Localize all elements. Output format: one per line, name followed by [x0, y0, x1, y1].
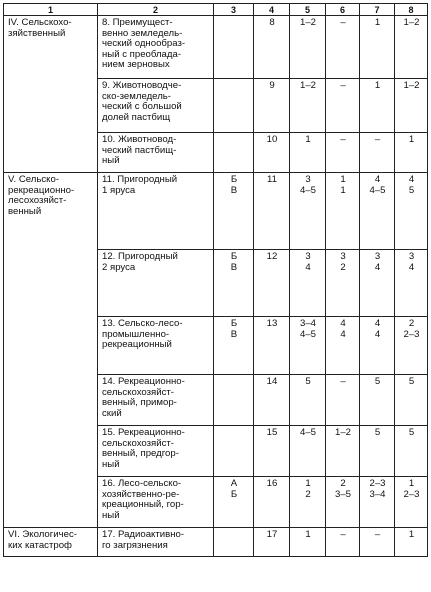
column-header: 6	[326, 4, 360, 16]
cell-col8: 2 2–3	[395, 317, 428, 375]
cell-col4: 14	[254, 375, 290, 426]
zoning-table	[3, 3, 428, 557]
cell-col7: 5	[360, 375, 395, 426]
group-label: V. Сельско- рекреационно- лесохозяйст- венный	[4, 173, 98, 528]
cell-col4: 9	[254, 79, 290, 133]
cell-col3: Б В	[214, 317, 254, 375]
table-row	[4, 528, 428, 557]
cell-col7: 4 4–5	[360, 173, 395, 250]
cell-col8: 4 5	[395, 173, 428, 250]
cell-col5: 3 4	[290, 250, 326, 317]
table-row	[4, 173, 428, 250]
cell-col4: 15	[254, 426, 290, 477]
cell-col7: 2–3 3–4	[360, 477, 395, 528]
cell-col5: 1	[290, 528, 326, 557]
subtype-name: 16. Лесо-сельско- хозяйственно-ре- креационный, гор- ный	[98, 477, 214, 528]
cell-col4: 12	[254, 250, 290, 317]
group-label: IV. Сельскохо- зяйственный	[4, 16, 98, 173]
cell-col6: –	[326, 528, 360, 557]
cell-col6: 3 2	[326, 250, 360, 317]
cell-col6: 1 1	[326, 173, 360, 250]
cell-col4: 10	[254, 133, 290, 173]
cell-col6: –	[326, 375, 360, 426]
cell-col7: 3 4	[360, 250, 395, 317]
header-row	[4, 4, 428, 16]
cell-col7: 5	[360, 426, 395, 477]
cell-col5: 4–5	[290, 426, 326, 477]
cell-col8: 3 4	[395, 250, 428, 317]
cell-col5: 1	[290, 133, 326, 173]
cell-col6: –	[326, 16, 360, 79]
cell-col8: 1–2	[395, 79, 428, 133]
cell-col7: –	[360, 133, 395, 173]
cell-col4: 16	[254, 477, 290, 528]
column-header: 4	[254, 4, 290, 16]
cell-col5: 1–2	[290, 16, 326, 79]
cell-col4: 13	[254, 317, 290, 375]
cell-col3	[214, 426, 254, 477]
cell-col7: –	[360, 528, 395, 557]
cell-col5: 3 4–5	[290, 173, 326, 250]
cell-col6: 2 3–5	[326, 477, 360, 528]
cell-col3: Б В	[214, 173, 254, 250]
cell-col6: –	[326, 133, 360, 173]
subtype-name: 11. Пригородный 1 яруса	[98, 173, 214, 250]
cell-col7: 1	[360, 79, 395, 133]
cell-col4: 8	[254, 16, 290, 79]
cell-col3	[214, 16, 254, 79]
subtype-name: 14. Рекреационно- сельскохозяйст- венный, примор- ский	[98, 375, 214, 426]
cell-col3: А Б	[214, 477, 254, 528]
cell-col8: 5	[395, 375, 428, 426]
cell-col3: Б В	[214, 250, 254, 317]
cell-col8: 1	[395, 133, 428, 173]
subtype-name: 13. Сельско-лесо- промышленно- рекреационный	[98, 317, 214, 375]
cell-col4: 17	[254, 528, 290, 557]
cell-col6: 1–2	[326, 426, 360, 477]
column-header: 5	[290, 4, 326, 16]
cell-col8: 1 2–3	[395, 477, 428, 528]
cell-col8: 1–2	[395, 16, 428, 79]
table-row	[4, 16, 428, 79]
cell-col5: 3–4 4–5	[290, 317, 326, 375]
column-header: 7	[360, 4, 395, 16]
cell-col8: 1	[395, 528, 428, 557]
cell-col3	[214, 79, 254, 133]
cell-col4: 11	[254, 173, 290, 250]
subtype-name: 10. Животновод- ческий пастбищ- ный	[98, 133, 214, 173]
column-header: 8	[395, 4, 428, 16]
cell-col8: 5	[395, 426, 428, 477]
column-header: 3	[214, 4, 254, 16]
cell-col5: 1 2	[290, 477, 326, 528]
subtype-name: 15. Рекреационно- сельскохозяйст- венный, предгор- ный	[98, 426, 214, 477]
subtype-name: 12. Пригородный 2 яруса	[98, 250, 214, 317]
cell-col5: 5	[290, 375, 326, 426]
group-label: VI. Экологичес- ких катастроф	[4, 528, 98, 557]
subtype-name: 8. Преимущест- венно земледель- ческий однообраз- ный с преоблада- нием зерновых	[98, 16, 214, 79]
cell-col6: –	[326, 79, 360, 133]
cell-col3	[214, 528, 254, 557]
subtype-name: 17. Радиоактивно- го загрязнения	[98, 528, 214, 557]
column-header: 2	[98, 4, 214, 16]
cell-col7: 1	[360, 16, 395, 79]
subtype-name: 9. Животноводче- ско-земледель- ческий с большой долей пастбищ	[98, 79, 214, 133]
cell-col5: 1–2	[290, 79, 326, 133]
cell-col7: 4 4	[360, 317, 395, 375]
cell-col6: 4 4	[326, 317, 360, 375]
cell-col3	[214, 133, 254, 173]
cell-col3	[214, 375, 254, 426]
column-header: 1	[4, 4, 98, 16]
